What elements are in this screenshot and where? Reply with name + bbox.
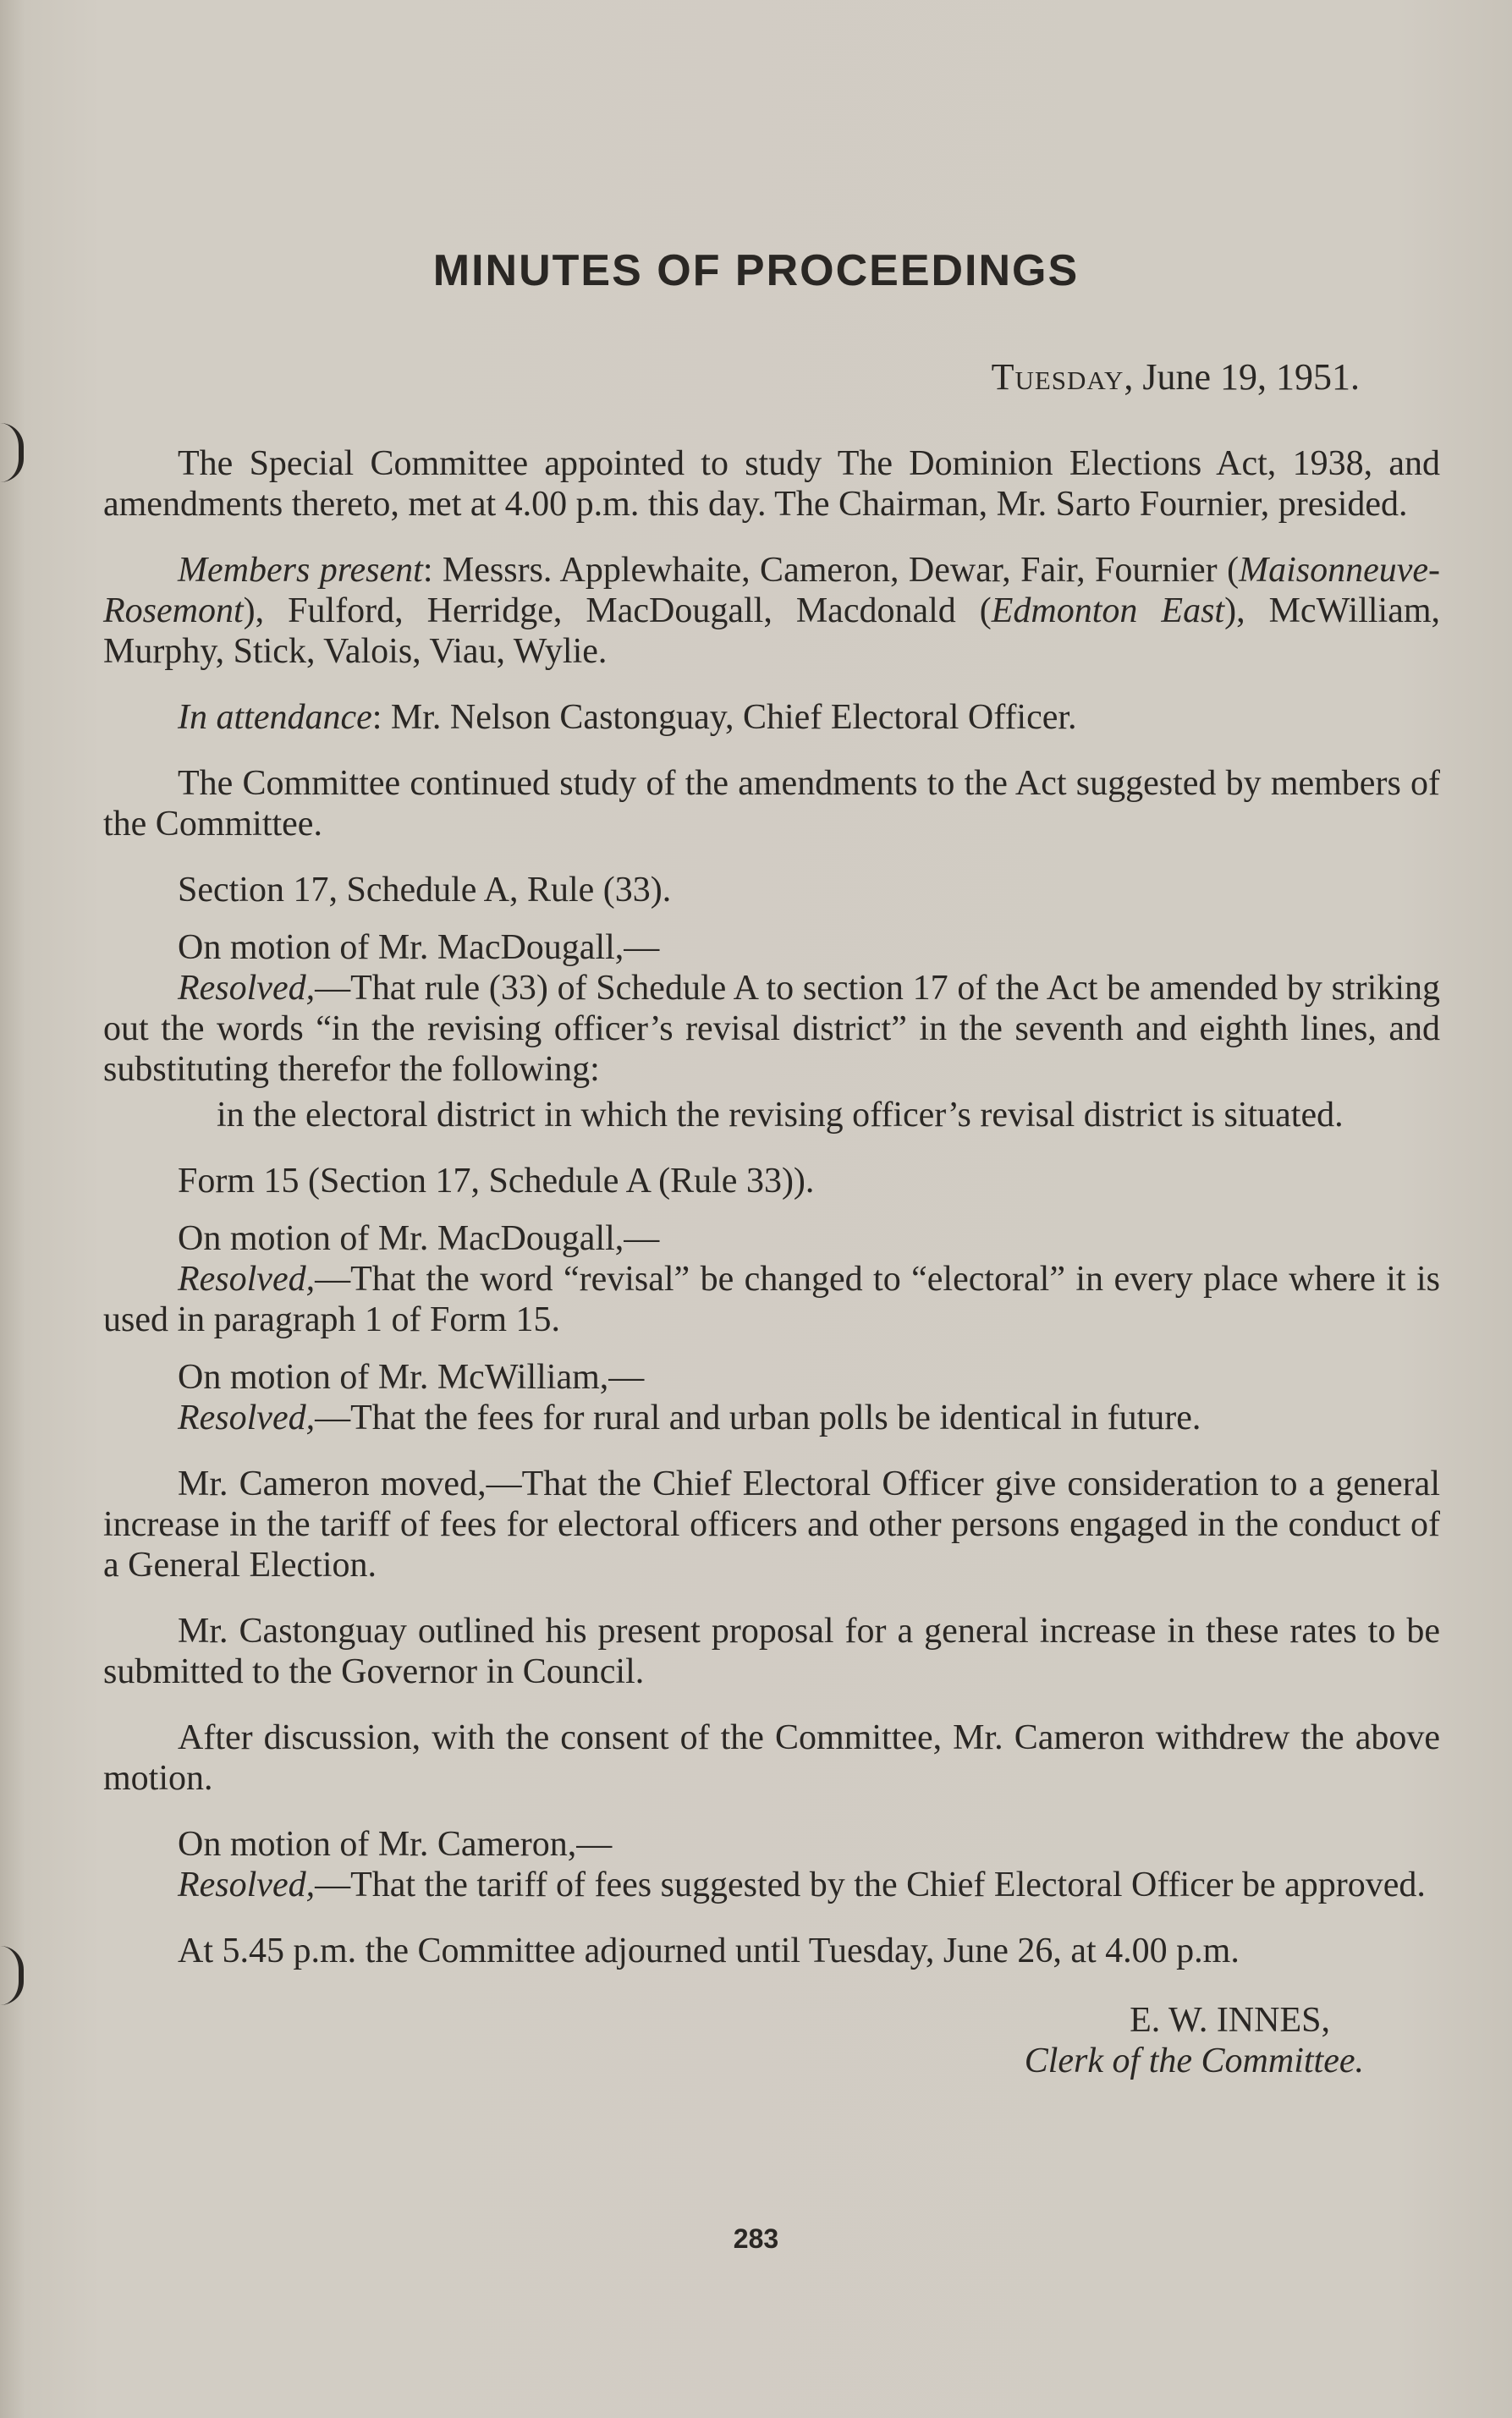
signature-block — [103, 2000, 1440, 2081]
opening-paragraph: The Special Committee appointed to study The Dominion Elections Act, 1938, and amendments thereto, met at 4.00 p.m. this day. The Chairman, Mr. Sarto Fournier, presided. — [103, 444, 1440, 524]
date-day: Tuesday — [991, 356, 1124, 398]
members-place-1: Maisonneuve-Rosemont — [103, 551, 1440, 630]
adjournment-paragraph: At 5.45 p.m. the Committee adjourned until Tuesday, June 26, at 4.00 p.m. — [178, 1932, 1240, 1970]
members-present — [103, 550, 1440, 672]
quoted-amendment: in the electoral district in which the revising officer’s revisal district is situated. — [217, 1096, 1344, 1135]
resolution-4 — [103, 1865, 1440, 1905]
in-attendance — [103, 697, 1440, 738]
resolved-label: Resolved, — [178, 1260, 316, 1299]
clerk-name: E. W. INNES, — [1130, 2001, 1330, 2040]
attendance-label: In attendance — [178, 698, 372, 737]
minutes-body — [103, 443, 1440, 2081]
date-rest: , June 19, 1951. — [1124, 356, 1360, 398]
resolution-2-text: —That the word “revisal” be changed to “electoral” in every place where it is used in paragraph 1 of Form 15. — [103, 1260, 1440, 1339]
resolved-label: Resolved, — [178, 1866, 316, 1904]
resolution-4-text: —That the tariff of fees suggested by the Chief Electoral Officer be approved. — [315, 1866, 1426, 1904]
binding-mark — [0, 423, 24, 482]
resolution-1-text: —That rule (33) of Schedule A to section 17 of the Act be amended by striking out the words “in the revising officer’s revisal district” in the seventh and eighth lines, and substituting therefor the following: — [103, 969, 1440, 1089]
resolved-label: Resolved, — [178, 1399, 316, 1437]
section-heading-1: Section 17, Schedule A, Rule (33). — [178, 871, 672, 909]
resolution-3-text: —That the fees for rural and urban polls be identical in future. — [315, 1399, 1201, 1437]
resolved-label: Resolved, — [178, 969, 316, 1008]
resolution-1 — [103, 968, 1440, 1090]
motion-4: On motion of Mr. Cameron,— — [178, 1825, 613, 1864]
resolution-3 — [103, 1398, 1440, 1438]
meeting-date — [992, 355, 1360, 398]
resolution-2 — [103, 1259, 1440, 1340]
clerk-role: Clerk of the Committee. — [1024, 2042, 1364, 2080]
members-text-c: ), McWilliam, Murphy, Stick, Valois, Viau, Wylie. — [103, 591, 1441, 671]
motion-2: On motion of Mr. MacDougall,— — [178, 1219, 660, 1258]
cameron-motion-paragraph: Mr. Cameron moved,—That the Chief Electoral Officer give consideration to a general increase in the tariff of fees for electoral officers and other persons engaged in the conduct of a General Election. — [103, 1465, 1440, 1585]
motion-3: On motion of Mr. McWilliam,— — [178, 1358, 645, 1397]
continued-paragraph: The Committee continued study of the amendments to the Act suggested by members of the Committee. — [103, 764, 1440, 844]
section-heading-2: Form 15 (Section 17, Schedule A (Rule 33)). — [178, 1162, 815, 1201]
motion-1: On motion of Mr. MacDougall,— — [178, 928, 660, 967]
discussion-paragraph: After discussion, with the consent of the Committee, Mr. Cameron withdrew the above motion. — [103, 1718, 1440, 1798]
attendance-text: : Mr. Nelson Castonguay, Chief Electoral Officer. — [371, 698, 1077, 737]
members-text-a: : Messrs. Applewhaite, Cameron, Dewar, Fair, Fournier ( — [422, 551, 1240, 590]
castonguay-paragraph: Mr. Castonguay outlined his present proposal for a general increase in these rates to be submitted to the Governor in Council. — [103, 1612, 1440, 1691]
members-label: Members present — [178, 551, 423, 590]
binding-mark — [0, 1946, 24, 2005]
members-text-b: ), Fulford, Herridge, MacDougall, Macdonald ( — [243, 591, 992, 630]
members-place-2: Edmonton East — [991, 591, 1225, 630]
page-number: 283 — [733, 2223, 779, 2254]
page-heading: MINUTES OF PROCEEDINGS — [432, 246, 1080, 295]
